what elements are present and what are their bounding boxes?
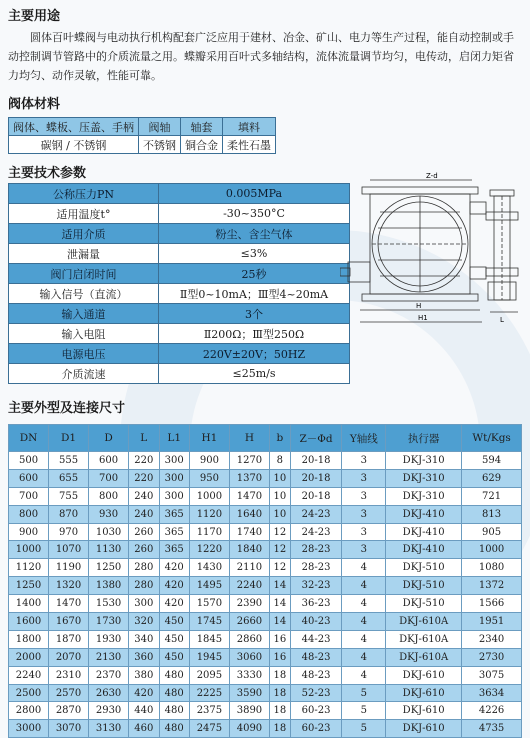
dim-cell: 1470 — [229, 487, 269, 505]
table-row — [9, 541, 522, 559]
dim-cell: 2870 — [49, 702, 89, 720]
dim-cell: 900 — [9, 523, 49, 541]
dim-cell: 2730 — [462, 648, 522, 666]
dim-cell: 870 — [49, 505, 89, 523]
dim-cell: 20-18 — [290, 452, 342, 470]
dim-cell: 2800 — [9, 702, 49, 720]
dim-cell: 3 — [342, 541, 386, 559]
dim-cell: 905 — [462, 523, 522, 541]
dim-cell: 20-18 — [290, 469, 342, 487]
dim-cell: 2310 — [49, 666, 89, 684]
dim-cell: 900 — [189, 452, 229, 470]
dim-cell: 3 — [342, 487, 386, 505]
dim-cell: DKJ-610A — [386, 630, 462, 648]
dim-cell: 10 — [269, 487, 290, 505]
dim-cell: 300 — [159, 452, 189, 470]
dim-cell: DKJ-310 — [386, 452, 462, 470]
dim-cell: 340 — [129, 630, 159, 648]
dim-cell: 40-23 — [290, 613, 342, 631]
dim-cell: 220 — [129, 452, 159, 470]
dim-cell: 721 — [462, 487, 522, 505]
tech-value: 3个 — [159, 304, 350, 324]
tech-value: Ⅱ200Ω；Ⅲ型250Ω — [159, 324, 350, 344]
dim-cell: 450 — [159, 613, 189, 631]
dim-cell: 2660 — [229, 613, 269, 631]
dim-cell: 1320 — [49, 577, 89, 595]
dimensions-heading: 主要外型及连接尺寸 — [8, 401, 126, 416]
dim-cell: 3060 — [229, 648, 269, 666]
dim-cell: 460 — [129, 720, 159, 738]
dim-cell: 10 — [269, 469, 290, 487]
table-row — [9, 702, 522, 720]
dim-cell: 2390 — [229, 595, 269, 613]
intro-heading: 主要用途 — [8, 9, 61, 24]
dim-cell: 3130 — [89, 720, 129, 738]
table-row — [9, 648, 522, 666]
valve-drawing — [340, 172, 528, 337]
dim-cell: 1945 — [189, 648, 229, 666]
dim-cell: DKJ-610 — [386, 702, 462, 720]
dim-cell: 2930 — [89, 702, 129, 720]
dim-cell: 18 — [269, 684, 290, 702]
dim-cell: 3070 — [49, 720, 89, 738]
dim-cell: 3590 — [229, 684, 269, 702]
dim-cell: 12 — [269, 559, 290, 577]
dim-cell: DKJ-310 — [386, 487, 462, 505]
dim-cell: 1800 — [9, 630, 49, 648]
dim-cell: 18 — [269, 666, 290, 684]
dim-cell: 1070 — [49, 541, 89, 559]
dim-cell: 4 — [342, 648, 386, 666]
dim-cell: 1600 — [9, 613, 49, 631]
dim-cell: 220 — [129, 469, 159, 487]
dim-cell: 1120 — [9, 559, 49, 577]
dimensions-table — [8, 424, 522, 738]
tech-key: 泄漏量 — [9, 244, 159, 264]
dim-header: Wt/Kgs — [462, 425, 522, 452]
tech-key: 适用温度t° — [9, 204, 159, 224]
dim-cell: 480 — [159, 702, 189, 720]
tech-heading: 主要技术参数 — [8, 166, 87, 181]
dim-cell: 1370 — [229, 469, 269, 487]
dim-header: Y轴线 — [342, 425, 386, 452]
dim-cell: 1730 — [89, 613, 129, 631]
dim-cell: 3634 — [462, 684, 522, 702]
dim-cell: 16 — [269, 630, 290, 648]
dim-cell: 14 — [269, 577, 290, 595]
dim-cell: DKJ-410 — [386, 505, 462, 523]
table-row — [9, 523, 522, 541]
dim-cell: 48-23 — [290, 648, 342, 666]
dim-cell: DKJ-610 — [386, 684, 462, 702]
dim-cell: 440 — [129, 702, 159, 720]
dim-cell: 1400 — [9, 595, 49, 613]
dim-cell: 4 — [342, 595, 386, 613]
dim-cell: 2225 — [189, 684, 229, 702]
dim-cell: 3075 — [462, 666, 522, 684]
dim-cell: 320 — [129, 613, 159, 631]
table-row — [9, 684, 522, 702]
dim-cell: 450 — [159, 648, 189, 666]
dim-cell: 1250 — [89, 559, 129, 577]
dim-cell: 1930 — [89, 630, 129, 648]
mat-header: 阀体、蝶板、压盖、手柄 — [9, 118, 139, 136]
label-h1: H1 — [418, 314, 428, 322]
dim-cell: 1170 — [189, 523, 229, 541]
mat-cell: 柔性石墨 — [223, 136, 276, 154]
dim-cell: 420 — [159, 595, 189, 613]
table-row — [9, 469, 522, 487]
tech-key: 适用介质 — [9, 224, 159, 244]
tech-key: 公称压力PN — [9, 184, 159, 204]
dim-cell: 5 — [342, 702, 386, 720]
table-row — [9, 505, 522, 523]
dim-cell: 3 — [342, 505, 386, 523]
dim-cell: 480 — [159, 720, 189, 738]
dim-cell: 1430 — [189, 559, 229, 577]
dim-cell: 3 — [342, 452, 386, 470]
dim-cell: 1250 — [9, 577, 49, 595]
dim-cell: 1530 — [89, 595, 129, 613]
dim-cell: 450 — [159, 630, 189, 648]
dim-cell: 4090 — [229, 720, 269, 738]
dim-cell: 60-23 — [290, 720, 342, 738]
dim-cell: 4226 — [462, 702, 522, 720]
tech-key: 输入通道 — [9, 304, 159, 324]
dim-header: DN — [9, 425, 49, 452]
dim-cell: 950 — [189, 469, 229, 487]
dim-cell: 1000 — [462, 541, 522, 559]
dim-cell: 1640 — [229, 505, 269, 523]
dim-cell: 1951 — [462, 613, 522, 631]
dim-cell: 1495 — [189, 577, 229, 595]
dim-cell: 2340 — [462, 630, 522, 648]
dim-cell: 3 — [342, 469, 386, 487]
dim-cell: DKJ-610A — [386, 613, 462, 631]
table-row — [9, 452, 522, 470]
dim-cell: 365 — [159, 523, 189, 541]
dim-cell: 600 — [9, 469, 49, 487]
dim-cell: 18 — [269, 702, 290, 720]
dim-cell: 14 — [269, 613, 290, 631]
dim-cell: 1190 — [49, 559, 89, 577]
dim-cell: 365 — [159, 541, 189, 559]
mat-cell: 不锈钢 — [139, 136, 181, 154]
dim-cell: 1870 — [49, 630, 89, 648]
dim-cell: 800 — [9, 505, 49, 523]
mat-header: 轴套 — [181, 118, 223, 136]
dim-cell: 930 — [89, 505, 129, 523]
table-row — [9, 720, 522, 738]
dim-cell: 3000 — [9, 720, 49, 738]
dim-cell: 420 — [159, 577, 189, 595]
dim-cell: 36-23 — [290, 595, 342, 613]
dim-cell: 16 — [269, 648, 290, 666]
dim-cell: DKJ-410 — [386, 541, 462, 559]
dim-cell: 14 — [269, 595, 290, 613]
table-row — [9, 487, 522, 505]
dim-cell: 44-23 — [290, 630, 342, 648]
dim-cell: 1380 — [89, 577, 129, 595]
dim-cell: 4 — [342, 559, 386, 577]
dim-cell: 240 — [129, 505, 159, 523]
tech-value: -30~350°C — [159, 204, 350, 224]
dim-cell: 1120 — [189, 505, 229, 523]
dim-cell: 2130 — [89, 648, 129, 666]
dim-cell: 240 — [129, 487, 159, 505]
dim-cell: 280 — [129, 577, 159, 595]
table-row — [9, 577, 522, 595]
table-row — [9, 559, 522, 577]
dim-cell: 1740 — [229, 523, 269, 541]
dim-cell: 1030 — [89, 523, 129, 541]
dim-cell: 260 — [129, 523, 159, 541]
tech-value: 0.005MPa — [159, 184, 350, 204]
dim-cell: 3330 — [229, 666, 269, 684]
mat-header: 填料 — [223, 118, 276, 136]
dim-cell: 28-23 — [290, 541, 342, 559]
dim-cell: 813 — [462, 505, 522, 523]
dim-cell: 480 — [159, 684, 189, 702]
dim-cell: 10 — [269, 505, 290, 523]
dim-cell: 594 — [462, 452, 522, 470]
dim-cell: 5 — [342, 684, 386, 702]
dim-header: D — [89, 425, 129, 452]
dim-cell: 420 — [159, 559, 189, 577]
dim-cell: 380 — [129, 666, 159, 684]
dim-cell: 655 — [49, 469, 89, 487]
dim-cell: 12 — [269, 523, 290, 541]
dim-cell: 2860 — [229, 630, 269, 648]
tech-key: 电源电压 — [9, 344, 159, 364]
tech-key: 介质流速 — [9, 364, 159, 384]
tech-table — [8, 183, 350, 384]
dim-cell: 2000 — [9, 648, 49, 666]
materials-table — [8, 117, 276, 154]
dim-header: Z－Φd — [290, 425, 342, 452]
dim-cell: 1670 — [49, 613, 89, 631]
dim-cell: 1840 — [229, 541, 269, 559]
tech-value: ≤25m/s — [159, 364, 350, 384]
tech-value: 25秒 — [159, 264, 350, 284]
dim-cell: 970 — [49, 523, 89, 541]
dim-cell: 4 — [342, 666, 386, 684]
dim-cell: 800 — [89, 487, 129, 505]
dim-header: H1 — [189, 425, 229, 452]
dim-header: L — [129, 425, 159, 452]
materials-heading: 阀体材料 — [8, 97, 61, 112]
dim-cell: DKJ-310 — [386, 469, 462, 487]
dim-cell: 755 — [49, 487, 89, 505]
dim-cell: 2095 — [189, 666, 229, 684]
dim-cell: 1470 — [49, 595, 89, 613]
dim-cell: 4 — [342, 577, 386, 595]
dim-cell: 3 — [342, 523, 386, 541]
dim-header: L1 — [159, 425, 189, 452]
dim-cell: 480 — [159, 666, 189, 684]
dim-header: H — [229, 425, 269, 452]
dim-cell: 700 — [9, 487, 49, 505]
dim-header: D1 — [49, 425, 89, 452]
dim-cell: DKJ-610 — [386, 666, 462, 684]
dim-cell: 500 — [9, 452, 49, 470]
mat-header: 阀轴 — [139, 118, 181, 136]
dim-cell: 32-23 — [290, 577, 342, 595]
tech-value: Ⅱ型0~10mA；Ⅲ型4~20mA — [159, 284, 350, 304]
dim-cell: 20-18 — [290, 487, 342, 505]
dim-cell: 2500 — [9, 684, 49, 702]
mat-cell: 铜合金 — [181, 136, 223, 154]
table-row — [9, 666, 522, 684]
dim-cell: 1570 — [189, 595, 229, 613]
dim-cell: 28-23 — [290, 559, 342, 577]
dim-cell: 420 — [129, 684, 159, 702]
dim-cell: 365 — [159, 505, 189, 523]
dim-cell: DKJ-510 — [386, 595, 462, 613]
dim-cell: 1130 — [89, 541, 129, 559]
table-row — [9, 630, 522, 648]
dim-cell: 360 — [129, 648, 159, 666]
dim-cell: 2630 — [89, 684, 129, 702]
dim-cell: DKJ-610A — [386, 648, 462, 666]
tech-value: ≤3% — [159, 244, 350, 264]
dim-header: b — [269, 425, 290, 452]
dim-cell: 300 — [129, 595, 159, 613]
dim-cell: DKJ-610 — [386, 720, 462, 738]
dim-cell: DKJ-510 — [386, 577, 462, 595]
dim-cell: 1745 — [189, 613, 229, 631]
dim-cell: 1220 — [189, 541, 229, 559]
table-row — [9, 595, 522, 613]
dim-cell: 1372 — [462, 577, 522, 595]
dim-cell: 3890 — [229, 702, 269, 720]
tech-key: 阀门启闭时间 — [9, 264, 159, 284]
dim-cell: 4 — [342, 630, 386, 648]
dim-cell: 52-23 — [290, 684, 342, 702]
dim-cell: 2070 — [49, 648, 89, 666]
label-h: H — [416, 302, 422, 310]
dim-cell: 24-23 — [290, 505, 342, 523]
dim-header: 执行器 — [386, 425, 462, 452]
tech-key: 输入电阻 — [9, 324, 159, 344]
label-zd: Z-d — [426, 172, 438, 180]
intro-text: 圆体百叶蝶阀与电动执行机构配套广泛应用于建材、冶金、矿山、电力等生产过程，能自动控制或手动控制调节管路中的介质流量之用。蝶瓣采用百叶式多轴结构，流体流量调节均匀，电传动，启闭力矩省力均匀、动作灵敏，性能可靠。 — [8, 31, 514, 82]
dim-cell: 280 — [129, 559, 159, 577]
label-l: L — [500, 316, 504, 324]
dim-cell: DKJ-410 — [386, 523, 462, 541]
dim-cell: 1000 — [9, 541, 49, 559]
dim-cell: 1080 — [462, 559, 522, 577]
dim-cell: 1270 — [229, 452, 269, 470]
dim-cell: 600 — [89, 452, 129, 470]
dim-cell: 2375 — [189, 702, 229, 720]
dim-cell: 2475 — [189, 720, 229, 738]
dim-cell: 12 — [269, 541, 290, 559]
table-row — [9, 613, 522, 631]
tech-value: 220V±20V；50HZ — [159, 344, 350, 364]
dim-cell: 18 — [269, 720, 290, 738]
dim-cell: 1000 — [189, 487, 229, 505]
dim-cell: 300 — [159, 469, 189, 487]
dim-cell: 2240 — [9, 666, 49, 684]
dim-cell: 2240 — [229, 577, 269, 595]
dim-cell: 5 — [342, 720, 386, 738]
dim-cell: 4 — [342, 613, 386, 631]
dim-cell: 1845 — [189, 630, 229, 648]
dim-cell: 2110 — [229, 559, 269, 577]
mat-cell: 碳钢 / 不锈钢 — [9, 136, 139, 154]
dim-cell: 300 — [159, 487, 189, 505]
dim-cell: 2370 — [89, 666, 129, 684]
dim-cell: 8 — [269, 452, 290, 470]
tech-value: 粉尘、含尘气体 — [159, 224, 350, 244]
dim-cell: 4735 — [462, 720, 522, 738]
dim-cell: 48-23 — [290, 666, 342, 684]
dim-cell: 24-23 — [290, 523, 342, 541]
dim-cell: 2570 — [49, 684, 89, 702]
dim-cell: 1566 — [462, 595, 522, 613]
dim-cell: 555 — [49, 452, 89, 470]
dim-cell: 60-23 — [290, 702, 342, 720]
dim-cell: 629 — [462, 469, 522, 487]
dim-cell: DKJ-510 — [386, 559, 462, 577]
dim-cell: 260 — [129, 541, 159, 559]
tech-key: 输入信号（直流） — [9, 284, 159, 304]
dim-cell: 700 — [89, 469, 129, 487]
